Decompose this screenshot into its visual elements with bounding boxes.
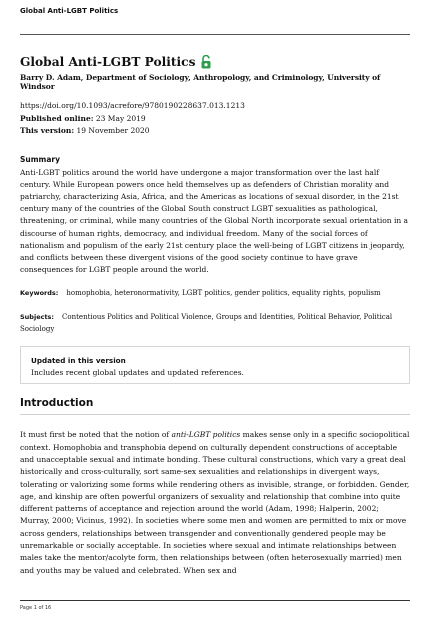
subjects-value: Contentious Politics and Political Violence, Groups and Identities, Political Behavior, Political Sociology <box>20 313 393 334</box>
published-label: Published online: <box>20 113 94 123</box>
author-line: Barry D. Adam, Department of Sociology, Anthropology, and Criminology, University of Windsor <box>20 73 381 91</box>
version-date <box>20 125 410 138</box>
introduction-paragraph <box>20 429 410 577</box>
page-number: Page 1 of 16 <box>20 605 52 611</box>
update-notice-box <box>20 346 410 384</box>
intro-text-start: It must first be noted that the notion of <box>20 430 172 440</box>
open-access-lock-icon <box>200 55 212 69</box>
version-value: 19 November 2020 <box>76 126 150 135</box>
keywords-row <box>20 287 410 299</box>
article-content <box>20 55 410 577</box>
article-title: Global Anti-LGBT Politics <box>20 55 196 69</box>
running-header: Global Anti-LGBT Politics <box>20 7 119 15</box>
summary-text: Anti-LGBT politics around the world have undergone a major transformation over the last half century. While European powers once held themselves up as defenders of Christian morality and patriarchy, characterizing Asia, Africa, and the Americas as locations of sexual disorder, in the 21st century many of the countries of the Global South construct LGBT sexualities as pathological, threatening, or criminal, while many countries of the Global North incorporate sexual orientation in a discourse of human rights, democracy, and individual freedom. Many of the social forces of nationalism and populism of the early 21st century place the well-being of LGBT citizens in jeopardy, and conflicts between these divergent visions of the good society continue to have grave consequences for LGBT people around the world. <box>20 167 409 275</box>
version-label: This version: <box>20 126 75 135</box>
introduction-heading: Introduction <box>20 397 94 410</box>
update-heading: Updated in this version <box>31 356 126 366</box>
published-date <box>20 113 410 126</box>
title-row <box>20 55 410 69</box>
subjects-row <box>20 311 410 335</box>
subjects-label: Subjects: <box>20 313 55 322</box>
intro-text-rest: makes sense only in a specific sociopolitical context. Homophobia and transphobia depend on culturally dependent constructions of acceptable and unacceptable sexual and intimate bonding. These cultural constructions, which vary a great deal historically and cross-culturally, sort same-sex sexualities and relationships in divergent ways, tolerating or valorizing some forms while rendering others as invisible, strange, or forbidden. Gender, age, and kinship are often powerful organizers of sexuality and relationship that combine into quite different patterns of acceptance and rejection around the world (Adam, 1998; Halperin, 2002; Murray, 2000; Vicinus, 1992). In societies where some men and women are permitted to mix or move across genders, relationships between transgender and conventionally gendered people may be unremarkable or socially acceptable. In societies where sexual and intimate relationships between males take the mentor/acolyte form, then relationships between (often heterosexually married) men and youths may be valued and celebrated. When sex and <box>20 430 410 575</box>
footer-divider <box>20 600 410 601</box>
update-text: Includes recent global updates and updated references. <box>31 368 244 378</box>
header-divider <box>20 34 410 35</box>
intro-emphasis: anti-LGBT politics <box>171 430 241 440</box>
introduction-divider <box>20 414 410 415</box>
published-value: 23 May 2019 <box>95 113 146 123</box>
keywords-value: homophobia, heteronormativity, LGBT politics, gender politics, equality rights, populism <box>66 289 381 298</box>
summary-heading: Summary <box>20 154 61 164</box>
article-meta <box>20 100 410 138</box>
doi-link[interactable]: https://doi.org/10.1093/acrefore/9780190228637.013.1213 <box>20 101 245 110</box>
keywords-label: Keywords: <box>20 289 59 298</box>
